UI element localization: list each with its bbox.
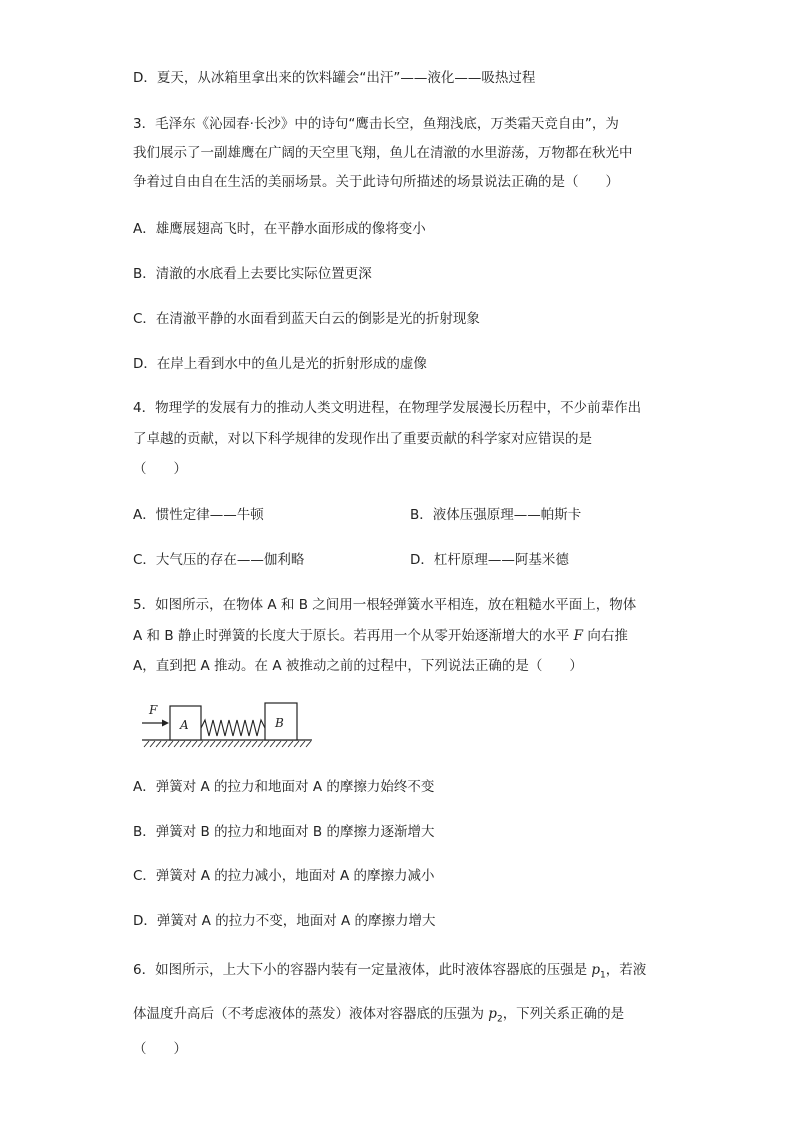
q5-option-a: A．弹簧对 A 的拉力和地面对 A 的摩擦力始终不变	[133, 779, 435, 795]
q6-stem-line-3: （ ）	[133, 1041, 187, 1057]
q3-option-d: D．在岸上看到水中的鱼儿是光的折射形成的虚像	[133, 356, 427, 372]
q5-stem-line-3: A，直到把 A 推动。在 A 被推动之前的过程中，下列说法正确的是（ ）	[133, 658, 583, 674]
q4-option-b: B．液体压强原理——帕斯卡	[410, 507, 582, 523]
block-a-label: A	[180, 718, 189, 732]
q3-stem-line-1: 3．毛泽东《沁园春·长沙》中的诗句“鹰击长空，鱼翔浅底，万类霜天竞自由”，为	[133, 116, 619, 132]
q5-stem-line-2-tail: 向右推	[583, 628, 628, 644]
q4-option-d: D．杠杆原理——阿基米德	[410, 552, 569, 568]
p2-subscript: 2	[496, 1014, 503, 1025]
q6-line-2-tail: ，下列关系正确的是	[502, 1006, 625, 1022]
q5-stem-line-1: 5．如图所示，在物体 A 和 B 之间用一根轻弹簧水平相连，放在粗糙水平面上，物体	[133, 597, 637, 613]
q4-option-c: C．大气压的存在——伽利略	[133, 552, 305, 568]
q3-option-c: C．在清澈平静的水面看到蓝天白云的倒影是光的折射现象	[133, 311, 480, 327]
q5-stem-line-2	[133, 624, 628, 644]
q6-line-1-text: 6．如图所示，上大下小的容器内装有一定量液体，此时液体容器底的压强是	[133, 962, 592, 978]
q6-stem-line-1	[133, 958, 646, 981]
p1-variable: p	[591, 962, 601, 978]
force-variable: F	[573, 628, 584, 644]
q3-stem-line-2: 我们展示了一副雄鹰在广阔的天空里飞翔，鱼儿在清澈的水里游荡，万物都在秋光中	[133, 145, 633, 161]
q4-option-a: A．惯性定律——牛顿	[133, 507, 264, 523]
q3-stem-line-3: 争着过自由自在生活的美丽场景。关于此诗句所描述的场景说法正确的是（ ）	[133, 174, 619, 190]
force-arrowhead	[162, 720, 169, 727]
q4-stem-line-3: （ ）	[133, 461, 187, 477]
q3-option-a: A．雄鹰展翅高飞时，在平静水面形成的像将变小	[133, 221, 426, 237]
q3-option-b: B．清澈的水底看上去要比实际位置更深	[133, 266, 372, 282]
q5-option-d: D．弹簧对 A 的拉力不变，地面对 A 的摩擦力增大	[133, 913, 436, 929]
q5-stem-line-2-text: A 和 B 静止时弹簧的长度大于原长。若再用一个从零开始逐渐增大的水平	[133, 628, 574, 644]
q5-option-c: C．弹簧对 A 的拉力减小，地面对 A 的摩擦力减小	[133, 868, 435, 884]
q4-stem-line-1: 4．物理学的发展有力的推动人类文明进程，在物理学发展漫长历程中，不少前辈作出	[133, 400, 642, 416]
force-label: F	[149, 703, 158, 717]
ground-hatching	[144, 741, 311, 747]
spring	[201, 720, 265, 736]
q4-stem-line-2: 了卓越的贡献，对以下科学规律的发现作出了重要贡献的科学家对应错误的是	[133, 431, 592, 447]
p1-subscript: 1	[600, 970, 606, 981]
p2-variable: p	[488, 1006, 497, 1022]
q2-option-d: D．夏天，从冰箱里拿出来的饮料罐会“出汗”——液化——吸热过程	[133, 70, 536, 86]
q5-option-b: B．弹簧对 B 的拉力和地面对 B 的摩擦力逐渐增大	[133, 824, 435, 840]
q6-line-1-tail: ，若液	[605, 962, 647, 978]
block-b-label: B	[275, 716, 284, 730]
q6-stem-line-2	[133, 1002, 624, 1025]
spring-blocks-figure	[138, 698, 318, 750]
q6-line-2-text: 体温度升高后（不考虑液体的蒸发）液体对容器底的压强为	[133, 1006, 489, 1022]
